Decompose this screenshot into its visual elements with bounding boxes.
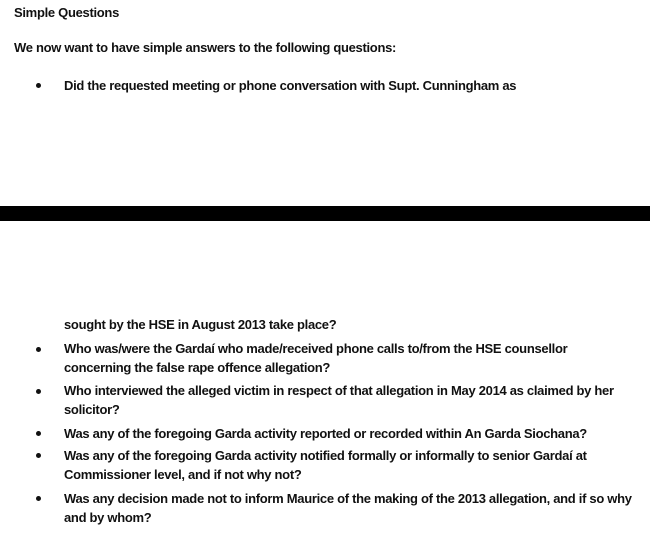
bullet-icon xyxy=(36,83,41,88)
section-heading: Simple Questions xyxy=(14,5,120,20)
list-item: Was any decision made not to inform Maurice of the making of the 2013 allegation, and if so why and by whom? xyxy=(64,491,632,525)
redaction-bar xyxy=(0,206,650,221)
bullet-icon xyxy=(36,347,41,352)
bullet-icon xyxy=(36,389,41,394)
list-item: Was any of the foregoing Garda activity notified formally or informally to senior Gardaí at Commissioner level, and if not why not? xyxy=(64,448,587,482)
bullet-icon xyxy=(36,453,41,458)
list-item: Who was/were the Gardaí who made/received phone calls to/from the HSE counsellor concerning the false rape offence allegation? xyxy=(64,341,568,375)
list-item: Was any of the foregoing Garda activity reported or recorded within An Garda Siochana? xyxy=(64,426,587,441)
list-item: Did the requested meeting or phone conversation with Supt. Cunningham as xyxy=(64,78,517,93)
bullet-icon xyxy=(36,431,41,436)
intro-text: We now want to have simple answers to the following questions: xyxy=(14,40,397,55)
list-item-continued: sought by the HSE in August 2013 take place? xyxy=(64,317,337,332)
bullet-icon xyxy=(36,496,41,501)
list-item: Who interviewed the alleged victim in respect of that allegation in May 2014 as claimed by her solicitor? xyxy=(64,383,614,417)
